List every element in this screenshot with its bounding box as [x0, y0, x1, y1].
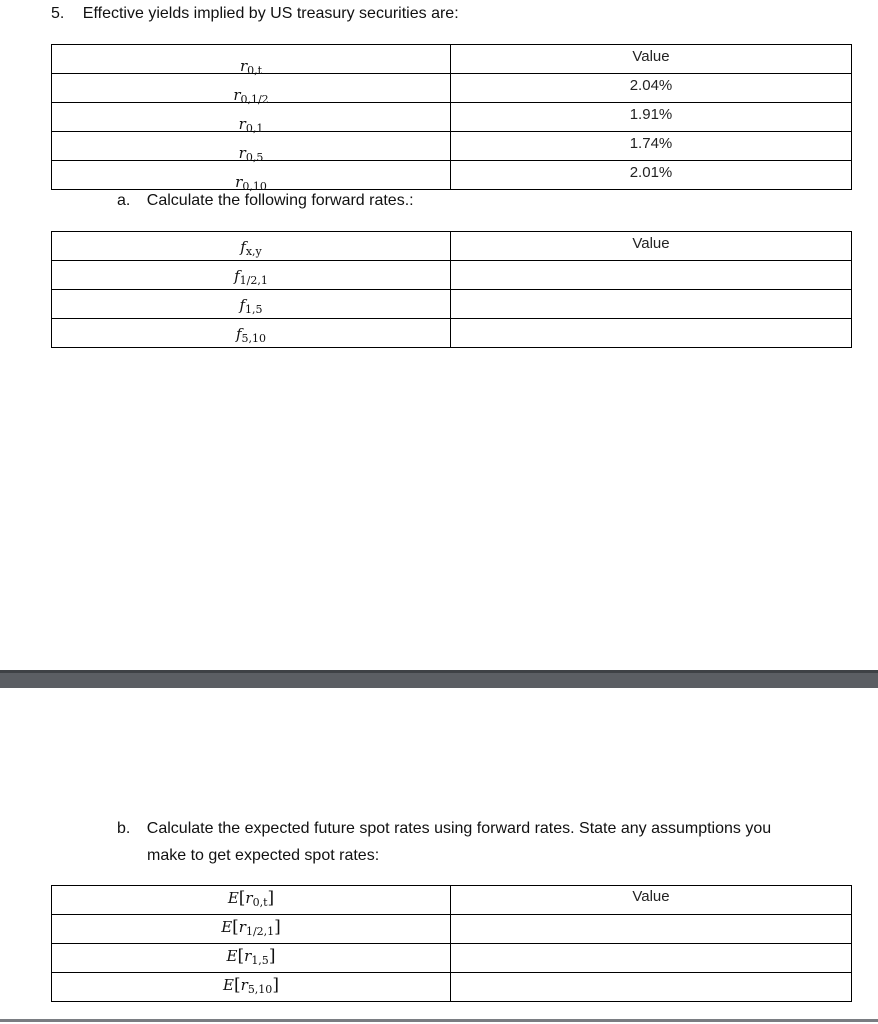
answer-cell[interactable] [451, 261, 852, 290]
label-cell [52, 261, 451, 290]
table-row [52, 232, 852, 261]
label-cell [52, 74, 451, 106]
page-divider [0, 670, 878, 688]
rate-label: $r_{0,10}$ [235, 173, 267, 193]
table-row [52, 290, 852, 319]
answer-cell[interactable] [451, 290, 852, 319]
value-cell [451, 161, 852, 190]
part-b-text-line2: make to get expected spot rates: [147, 847, 380, 864]
rate-label: $r_{0,t}$ [239, 57, 263, 77]
part-b-letter: b. [117, 820, 131, 837]
label-cell [52, 319, 451, 348]
label-cell [52, 973, 451, 1002]
label-cell [52, 132, 451, 164]
expected-label: $E[r_{1/2,1}]$ [221, 917, 281, 938]
answer-cell[interactable] [451, 944, 852, 973]
answer-cell[interactable] [451, 319, 852, 348]
label-cell [52, 290, 451, 319]
forward-label: $f_{1/2,1}$ [234, 267, 268, 287]
label-cell [52, 232, 451, 261]
yields-table [51, 44, 852, 193]
label-cell [52, 161, 451, 193]
table-row [52, 261, 852, 290]
part-b-text-line1: Calculate the expected future spot rates using forward rates. State any assumptions you [146, 820, 772, 837]
question-text: Effective yields implied by US treasury securities are: [82, 5, 459, 22]
rate-value: 2.04% [629, 77, 673, 94]
table-row [52, 915, 852, 944]
table-row [52, 886, 852, 915]
value-header: Value [632, 48, 670, 65]
part-a-heading [117, 192, 414, 210]
label-cell [52, 944, 451, 973]
bottom-rule [0, 1019, 878, 1022]
table-row [52, 132, 852, 161]
rate-label: $r_{0,1}$ [238, 115, 264, 135]
label-cell [52, 103, 451, 135]
part-b-heading [117, 820, 771, 838]
value-cell [451, 45, 852, 74]
label-cell [52, 915, 451, 944]
table-row [52, 973, 852, 1002]
part-a-text: Calculate the following forward rates.: [146, 192, 414, 209]
value-header: Value [632, 235, 670, 252]
table-row [52, 74, 852, 103]
label-cell [52, 45, 451, 77]
expected-label: $E[r_{1,5}]$ [226, 946, 276, 967]
forward-label: $f_{5,10}$ [235, 325, 267, 345]
rate-value: 1.74% [629, 135, 673, 152]
part-a-letter: a. [117, 192, 131, 209]
value-cell [451, 886, 852, 915]
value-header: Value [632, 888, 670, 905]
rate-value: 1.91% [629, 106, 673, 123]
forward-label: $f_{x,y}$ [240, 238, 262, 258]
forward-label: $f_{1,5}$ [239, 296, 263, 316]
answer-cell[interactable] [451, 973, 852, 1002]
table-row [52, 103, 852, 132]
forward-rates-table [51, 231, 852, 348]
table-row [52, 45, 852, 74]
table-row [52, 944, 852, 973]
table-row [52, 319, 852, 348]
value-cell [451, 232, 852, 261]
part-b-heading-cont [147, 847, 379, 865]
value-cell [451, 74, 852, 103]
question-heading [51, 5, 459, 23]
expected-label: $E[r_{5,10}]$ [223, 975, 279, 996]
rate-label: $r_{0,1/2}$ [233, 86, 269, 106]
question-number: 5. [51, 5, 65, 22]
label-cell [52, 886, 451, 915]
value-cell [451, 132, 852, 161]
rate-value: 2.01% [629, 164, 673, 181]
expected-spot-rates-table [51, 885, 852, 1002]
rate-label: $r_{0,5}$ [238, 144, 264, 164]
value-cell [451, 103, 852, 132]
expected-label: $E[r_{0,t}]$ [227, 888, 275, 909]
answer-cell[interactable] [451, 915, 852, 944]
table-row [52, 161, 852, 190]
